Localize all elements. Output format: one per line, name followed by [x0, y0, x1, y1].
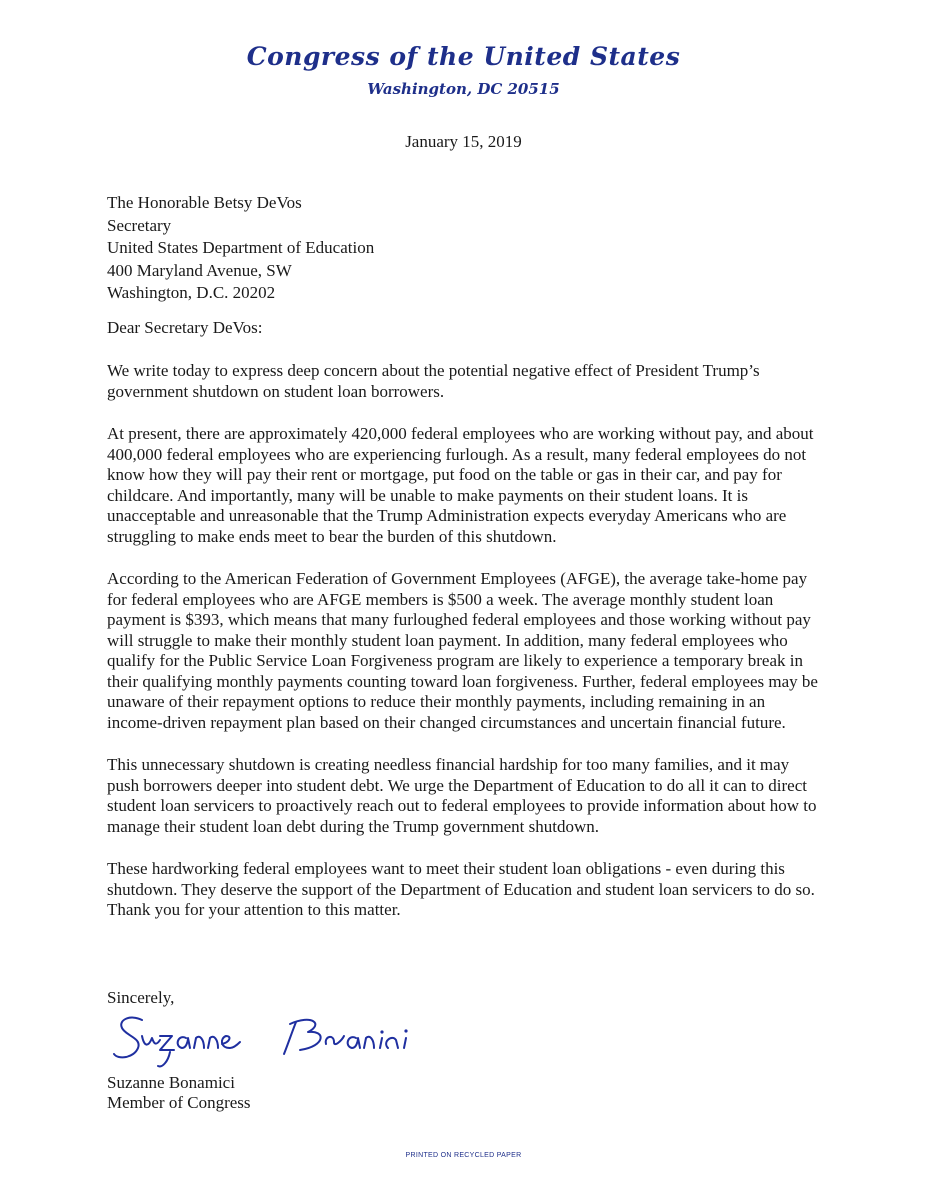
- recipient-line: United States Department of Education: [107, 238, 375, 257]
- handwritten-signature: [112, 1010, 442, 1072]
- salutation: Dear Secretary DeVos:: [107, 318, 263, 337]
- recipient-line: The Honorable Betsy DeVos: [107, 193, 302, 212]
- letterhead-title: Congress of the United States: [246, 42, 681, 71]
- signer-title: Member of Congress: [107, 1093, 251, 1112]
- closing: Sincerely,: [107, 988, 175, 1007]
- recipient-line: 400 Maryland Avenue, SW: [107, 260, 292, 280]
- body-paragraph: This unnecessary shutdown is creating needless financial hardship for too many families, and it may push borrowers deeper into student debt. We urge the Department of Education to do all it can to direct student loan servicers to proactively reach out to federal employees to provide information about how to manage their student loan debt during the Trump government shutdown.: [107, 755, 817, 836]
- body-paragraph: These hardworking federal employees want to meet their student loan obligations - even during this shutdown. They deserve the support of the Department of Education and student loan servicers to do so. Thank you for your attention to this matter.: [107, 859, 815, 919]
- signer-name: Suzanne Bonamici: [107, 1073, 235, 1092]
- body-paragraph: At present, there are approximately 420,000 federal employees who are working without pay, and about 400,000 federal employees who are experiencing furlough. As a result, many federal employees do not know how they will pay their rent or mortgage, put food on the table or gas in their car, and pay for childcare. And importantly, many will be unable to make payments on their student loans. It is unacceptable and unreasonable that the Trump Administration expects everyday Americans who are struggling to make ends meet to bear the burden of this shutdown.: [107, 424, 814, 546]
- body-paragraph: We write today to express deep concern about the potential negative effect of President Trump’s government shutdown on student loan borrowers.: [107, 361, 760, 401]
- letter-date: January 15, 2019: [405, 132, 522, 151]
- recipient-line: Washington, D.C. 20202: [107, 283, 276, 302]
- recipient-address-block: [107, 192, 374, 305]
- letterhead-address: Washington, DC 20515: [367, 80, 560, 98]
- letter-body: [107, 361, 823, 943]
- recycled-paper-notice: PRINTED ON RECYCLED PAPER: [405, 1152, 522, 1159]
- letterhead: [0, 40, 927, 100]
- signer-block: [107, 1073, 251, 1113]
- body-paragraph: According to the American Federation of Government Employees (AFGE), the average take-home pay for federal employees who are AFGE members is $500 a week. The average monthly student loan payment is $393, which means that many furloughed federal employees and those working without pay will struggle to make their monthly student loan payment. In addition, many federal employees who qualify for the Public Service Loan Forgiveness program are likely to experience a temporary break in their qualifying monthly payments counting toward loan forgiveness. Further, federal employees may be unaware of their repayment options to reduce their monthly payments, including remaining in an income-driven repayment plan based on their changed circumstances and uncertain financial future.: [107, 569, 818, 732]
- recipient-line: Secretary: [107, 215, 172, 235]
